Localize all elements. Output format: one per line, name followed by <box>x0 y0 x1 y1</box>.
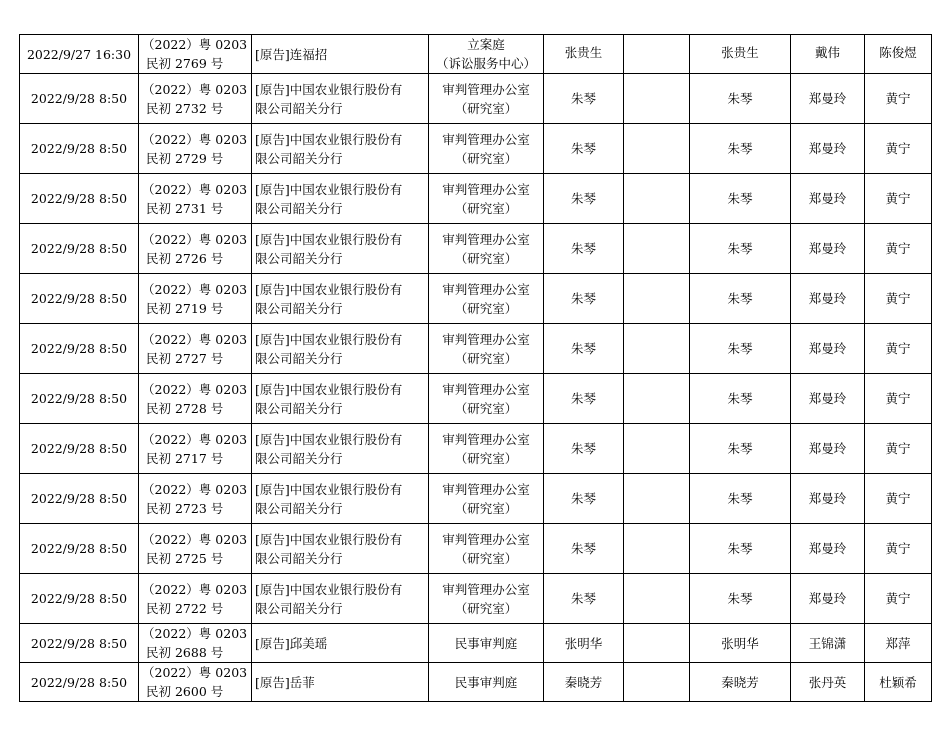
panel-member-text: 郑曼玲 <box>808 191 847 206</box>
party-name <box>252 424 429 474</box>
party-name-text: 限公司韶关分行 <box>255 550 343 566</box>
court-clerk <box>865 324 932 374</box>
court-clerk-text: 陈俊煜 <box>879 44 917 60</box>
department-text: 审判管理办公室 <box>442 181 530 197</box>
hearing-time <box>20 424 139 474</box>
hearing-time-text: 2022/9/28 8:50 <box>30 341 128 356</box>
case-number-text: 民初 2688 号 <box>146 645 224 660</box>
court-clerk <box>865 574 932 624</box>
case-judge-text: 朱琴 <box>570 191 596 206</box>
department-text: 立案庭 <box>467 37 505 52</box>
presiding-judge-text: 朱琴 <box>727 491 753 506</box>
case-number-text: 民初 2732 号 <box>146 100 224 116</box>
hearing-time <box>20 124 139 174</box>
presiding-judge-text: 朱琴 <box>727 291 753 306</box>
hearing-time <box>20 624 139 663</box>
case-judge <box>544 124 624 174</box>
panel-member <box>791 574 865 624</box>
case-number <box>139 624 252 663</box>
party-name <box>252 324 429 374</box>
party-name <box>252 124 429 174</box>
hearing-time-text: 2022/9/28 8:50 <box>30 291 128 306</box>
case-judge-text: 张贵生 <box>564 44 603 60</box>
party-name <box>252 74 429 124</box>
hearing-time <box>20 274 139 324</box>
presiding-judge <box>690 663 791 702</box>
hearing-time <box>20 374 139 424</box>
panel-member-text: 戴伟 <box>814 44 840 60</box>
table-row <box>20 274 932 324</box>
party-name-text: 限公司韶关分行 <box>255 400 343 416</box>
case-judge <box>544 174 624 224</box>
case-judge-text: 朱琴 <box>570 241 596 256</box>
case-judge-text: 朱琴 <box>570 591 596 606</box>
department-text: 审判管理办公室 <box>442 431 530 447</box>
empty-cell <box>624 124 690 174</box>
party-name <box>252 624 429 663</box>
presiding-judge <box>690 624 791 663</box>
court-clerk-text: 杜颖希 <box>879 674 917 690</box>
case-number <box>139 224 252 274</box>
presiding-judge <box>690 224 791 274</box>
hearing-time <box>20 35 139 74</box>
department <box>429 624 544 663</box>
case-number-text: 民初 2726 号 <box>146 250 224 266</box>
empty-cell <box>624 74 690 124</box>
party-name <box>252 224 429 274</box>
case-number <box>139 174 252 224</box>
case-judge-text: 秦晓芳 <box>564 674 603 690</box>
panel-member-text: 郑曼玲 <box>808 291 847 306</box>
panel-member <box>791 324 865 374</box>
panel-member-text: 郑曼玲 <box>808 241 847 256</box>
panel-member <box>791 174 865 224</box>
panel-member-text: 郑曼玲 <box>808 341 847 356</box>
presiding-judge-text: 张明华 <box>721 635 759 651</box>
court-clerk <box>865 424 932 474</box>
party-name <box>252 274 429 324</box>
party-name-text: 限公司韶关分行 <box>255 350 343 366</box>
department-text: （研究室） <box>454 550 518 566</box>
panel-member <box>791 124 865 174</box>
panel-member <box>791 274 865 324</box>
case-number <box>139 474 252 524</box>
panel-member-text: 郑曼玲 <box>808 491 847 506</box>
empty-cell <box>624 374 690 424</box>
case-judge-text: 张明华 <box>564 635 603 651</box>
department <box>429 524 544 574</box>
department <box>429 663 544 702</box>
department-text: （研究室） <box>454 200 518 216</box>
table-row <box>20 224 932 274</box>
party-name-text: 限公司韶关分行 <box>255 300 343 316</box>
case-number-text: （2022）粤 0203 <box>142 665 248 680</box>
empty-cell <box>624 424 690 474</box>
court-clerk-text: 黄宁 <box>885 541 911 556</box>
presiding-judge-text: 朱琴 <box>727 191 753 206</box>
hearing-time-text: 2022/9/28 8:50 <box>30 674 128 690</box>
party-name-text: [原告]中国农业银行股份有 <box>255 381 403 397</box>
party-name-text: [原告]中国农业银行股份有 <box>255 431 403 447</box>
hearing-time <box>20 474 139 524</box>
panel-member-text: 郑曼玲 <box>808 391 847 406</box>
department-text: 审判管理办公室 <box>442 81 530 97</box>
table-row <box>20 35 932 74</box>
presiding-judge <box>690 174 791 224</box>
party-name-text: [原告]岳菲 <box>255 674 315 690</box>
presiding-judge-text: 张贵生 <box>721 44 759 60</box>
table-row <box>20 174 932 224</box>
case-judge-text: 朱琴 <box>570 91 596 106</box>
party-name-text: [原告]中国农业银行股份有 <box>255 481 403 497</box>
hearing-time <box>20 663 139 702</box>
case-number-text: （2022）粤 0203 <box>142 231 248 247</box>
department-text: （研究室） <box>454 500 518 516</box>
empty-cell <box>624 274 690 324</box>
court-clerk-text: 黄宁 <box>885 441 911 456</box>
case-number-text: 民初 2722 号 <box>146 600 224 616</box>
court-clerk <box>865 124 932 174</box>
hearing-time <box>20 224 139 274</box>
department <box>429 574 544 624</box>
department <box>429 35 544 74</box>
department-text: （研究室） <box>454 250 518 266</box>
case-number-text: （2022）粤 0203 <box>142 581 248 597</box>
case-number-text: 民初 2717 号 <box>146 450 224 466</box>
department-text: （研究室） <box>454 100 518 116</box>
case-number <box>139 663 252 702</box>
court-clerk-text: 黄宁 <box>885 391 911 406</box>
panel-member <box>791 74 865 124</box>
presiding-judge-text: 朱琴 <box>727 391 753 406</box>
case-judge <box>544 424 624 474</box>
case-judge <box>544 374 624 424</box>
presiding-judge <box>690 524 791 574</box>
panel-member-text: 郑曼玲 <box>808 141 847 156</box>
department-text: 审判管理办公室 <box>442 481 530 497</box>
department-text: （研究室） <box>454 400 518 416</box>
party-name <box>252 174 429 224</box>
department <box>429 124 544 174</box>
presiding-judge <box>690 574 791 624</box>
department-text: （诉讼服务中心） <box>435 56 536 71</box>
case-judge-text: 朱琴 <box>570 541 596 556</box>
party-name-text: [原告]邱美瑶 <box>255 635 328 651</box>
department-text: （研究室） <box>454 300 518 316</box>
case-number-text: 民初 2731 号 <box>146 200 224 216</box>
table-row <box>20 424 932 474</box>
panel-member-text: 郑曼玲 <box>808 91 847 106</box>
case-number-text: （2022）粤 0203 <box>142 331 248 347</box>
hearing-time-text: 2022/9/28 8:50 <box>30 191 128 206</box>
presiding-judge-text: 秦晓芳 <box>721 674 759 690</box>
case-number-text: 民初 2729 号 <box>146 150 224 166</box>
hearing-time-text: 2022/9/28 8:50 <box>30 591 128 606</box>
case-number-text: （2022）粤 0203 <box>142 626 248 641</box>
court-clerk <box>865 35 932 74</box>
hearing-time-text: 2022/9/27 16:30 <box>26 46 132 62</box>
department <box>429 74 544 124</box>
party-name-text: [原告]连福招 <box>255 46 328 62</box>
court-schedule-table <box>19 34 932 702</box>
case-number <box>139 374 252 424</box>
empty-cell <box>624 663 690 702</box>
party-name <box>252 35 429 74</box>
panel-member-text: 王锦潇 <box>808 635 847 651</box>
party-name-text: [原告]中国农业银行股份有 <box>255 331 403 347</box>
party-name-text: 限公司韶关分行 <box>255 100 343 116</box>
table-row <box>20 324 932 374</box>
case-number <box>139 524 252 574</box>
hearing-time-text: 2022/9/28 8:50 <box>30 241 128 256</box>
party-name <box>252 474 429 524</box>
party-name-text: 限公司韶关分行 <box>255 150 343 166</box>
table-row <box>20 524 932 574</box>
court-clerk <box>865 224 932 274</box>
table-row <box>20 574 932 624</box>
case-number-text: 民初 2600 号 <box>146 684 224 699</box>
party-name-text: [原告]中国农业银行股份有 <box>255 131 403 147</box>
party-name <box>252 663 429 702</box>
case-judge-text: 朱琴 <box>570 441 596 456</box>
department-text: 审判管理办公室 <box>442 331 530 347</box>
panel-member <box>791 374 865 424</box>
party-name-text: 限公司韶关分行 <box>255 450 343 466</box>
case-judge <box>544 624 624 663</box>
case-number <box>139 74 252 124</box>
court-clerk-text: 黄宁 <box>885 291 911 306</box>
case-judge <box>544 324 624 374</box>
hearing-time-text: 2022/9/28 8:50 <box>30 491 128 506</box>
party-name-text: 限公司韶关分行 <box>255 500 343 516</box>
court-clerk-text: 黄宁 <box>885 191 911 206</box>
party-name-text: [原告]中国农业银行股份有 <box>255 281 403 297</box>
department <box>429 474 544 524</box>
hearing-time-text: 2022/9/28 8:50 <box>30 141 128 156</box>
panel-member <box>791 35 865 74</box>
hearing-time <box>20 574 139 624</box>
party-name <box>252 524 429 574</box>
court-clerk <box>865 474 932 524</box>
court-clerk-text: 黄宁 <box>885 491 911 506</box>
department <box>429 274 544 324</box>
department-text: 审判管理办公室 <box>442 131 530 147</box>
case-judge <box>544 224 624 274</box>
party-name-text: [原告]中国农业银行股份有 <box>255 81 403 97</box>
court-clerk <box>865 624 932 663</box>
court-clerk-text: 黄宁 <box>885 341 911 356</box>
table-row <box>20 624 932 663</box>
department <box>429 224 544 274</box>
hearing-time-text: 2022/9/28 8:50 <box>30 635 128 651</box>
department-text: 审判管理办公室 <box>442 381 530 397</box>
hearing-time <box>20 74 139 124</box>
case-number-text: （2022）粤 0203 <box>142 81 248 97</box>
panel-member <box>791 663 865 702</box>
presiding-judge <box>690 124 791 174</box>
case-number-text: （2022）粤 0203 <box>142 531 248 547</box>
court-clerk <box>865 374 932 424</box>
panel-member <box>791 474 865 524</box>
department-text: 民事审判庭 <box>454 674 518 690</box>
panel-member <box>791 224 865 274</box>
presiding-judge-text: 朱琴 <box>727 241 753 256</box>
case-number-text: （2022）粤 0203 <box>142 281 248 297</box>
table-row <box>20 663 932 702</box>
empty-cell <box>624 324 690 374</box>
department <box>429 324 544 374</box>
department-text: 民事审判庭 <box>454 635 518 651</box>
table-row <box>20 474 932 524</box>
court-clerk-text: 郑萍 <box>885 635 911 651</box>
panel-member-text: 张丹英 <box>808 674 847 690</box>
presiding-judge <box>690 474 791 524</box>
case-number <box>139 324 252 374</box>
case-judge <box>544 474 624 524</box>
empty-cell <box>624 474 690 524</box>
presiding-judge <box>690 324 791 374</box>
party-name-text: 限公司韶关分行 <box>255 200 343 216</box>
case-judge-text: 朱琴 <box>570 341 596 356</box>
case-judge <box>544 524 624 574</box>
case-number-text: 民初 2728 号 <box>146 400 224 416</box>
party-name-text: [原告]中国农业银行股份有 <box>255 531 403 547</box>
party-name-text: [原告]中国农业银行股份有 <box>255 231 403 247</box>
hearing-time <box>20 174 139 224</box>
presiding-judge <box>690 424 791 474</box>
party-name <box>252 574 429 624</box>
case-number <box>139 124 252 174</box>
department-text: 审判管理办公室 <box>442 231 530 247</box>
court-clerk <box>865 174 932 224</box>
hearing-time-text: 2022/9/28 8:50 <box>30 541 128 556</box>
court-clerk-text: 黄宁 <box>885 241 911 256</box>
case-judge-text: 朱琴 <box>570 291 596 306</box>
table-row <box>20 124 932 174</box>
empty-cell <box>624 35 690 74</box>
case-number-text: （2022）粤 0203 <box>142 381 248 397</box>
case-judge <box>544 574 624 624</box>
table-row <box>20 74 932 124</box>
case-judge-text: 朱琴 <box>570 141 596 156</box>
case-number-text: （2022）粤 0203 <box>142 37 248 52</box>
table-row <box>20 374 932 424</box>
empty-cell <box>624 624 690 663</box>
department <box>429 374 544 424</box>
case-judge <box>544 35 624 74</box>
department-text: （研究室） <box>454 150 518 166</box>
court-clerk <box>865 524 932 574</box>
case-number-text: （2022）粤 0203 <box>142 431 248 447</box>
empty-cell <box>624 174 690 224</box>
party-name-text: [原告]中国农业银行股份有 <box>255 581 403 597</box>
presiding-judge <box>690 374 791 424</box>
case-number-text: 民初 2725 号 <box>146 550 224 566</box>
case-judge <box>544 74 624 124</box>
case-number-text: 民初 2723 号 <box>146 500 224 516</box>
department-text: （研究室） <box>454 600 518 616</box>
court-clerk <box>865 274 932 324</box>
department-text: 审判管理办公室 <box>442 281 530 297</box>
presiding-judge <box>690 35 791 74</box>
court-clerk <box>865 663 932 702</box>
presiding-judge-text: 朱琴 <box>727 441 753 456</box>
department-text: （研究室） <box>454 350 518 366</box>
hearing-time-text: 2022/9/28 8:50 <box>30 441 128 456</box>
panel-member <box>791 524 865 574</box>
case-judge-text: 朱琴 <box>570 491 596 506</box>
empty-cell <box>624 574 690 624</box>
case-judge-text: 朱琴 <box>570 391 596 406</box>
case-number-text: （2022）粤 0203 <box>142 181 248 197</box>
presiding-judge-text: 朱琴 <box>727 541 753 556</box>
presiding-judge-text: 朱琴 <box>727 141 753 156</box>
empty-cell <box>624 524 690 574</box>
case-judge <box>544 274 624 324</box>
party-name-text: [原告]中国农业银行股份有 <box>255 181 403 197</box>
hearing-time <box>20 524 139 574</box>
schedule-rows <box>20 35 932 702</box>
panel-member <box>791 424 865 474</box>
department-text: （研究室） <box>454 450 518 466</box>
case-number <box>139 35 252 74</box>
hearing-time-text: 2022/9/28 8:50 <box>30 91 128 106</box>
case-number <box>139 574 252 624</box>
case-number-text: （2022）粤 0203 <box>142 481 248 497</box>
court-clerk-text: 黄宁 <box>885 591 911 606</box>
court-clerk-text: 黄宁 <box>885 141 911 156</box>
case-number <box>139 274 252 324</box>
party-name <box>252 374 429 424</box>
panel-member-text: 郑曼玲 <box>808 441 847 456</box>
department <box>429 424 544 474</box>
presiding-judge-text: 朱琴 <box>727 91 753 106</box>
panel-member-text: 郑曼玲 <box>808 591 847 606</box>
party-name-text: 限公司韶关分行 <box>255 600 343 616</box>
department-text: 审判管理办公室 <box>442 581 530 597</box>
party-name-text: 限公司韶关分行 <box>255 250 343 266</box>
case-number-text: 民初 2769 号 <box>146 56 224 71</box>
court-clerk-text: 黄宁 <box>885 91 911 106</box>
panel-member-text: 郑曼玲 <box>808 541 847 556</box>
department-text: 审判管理办公室 <box>442 531 530 547</box>
case-judge <box>544 663 624 702</box>
panel-member <box>791 624 865 663</box>
presiding-judge <box>690 274 791 324</box>
hearing-time-text: 2022/9/28 8:50 <box>30 391 128 406</box>
case-number <box>139 424 252 474</box>
presiding-judge <box>690 74 791 124</box>
case-number-text: 民初 2727 号 <box>146 350 224 366</box>
department <box>429 174 544 224</box>
presiding-judge-text: 朱琴 <box>727 591 753 606</box>
court-clerk <box>865 74 932 124</box>
empty-cell <box>624 224 690 274</box>
case-number-text: （2022）粤 0203 <box>142 131 248 147</box>
case-number-text: 民初 2719 号 <box>146 300 224 316</box>
hearing-time <box>20 324 139 374</box>
presiding-judge-text: 朱琴 <box>727 341 753 356</box>
